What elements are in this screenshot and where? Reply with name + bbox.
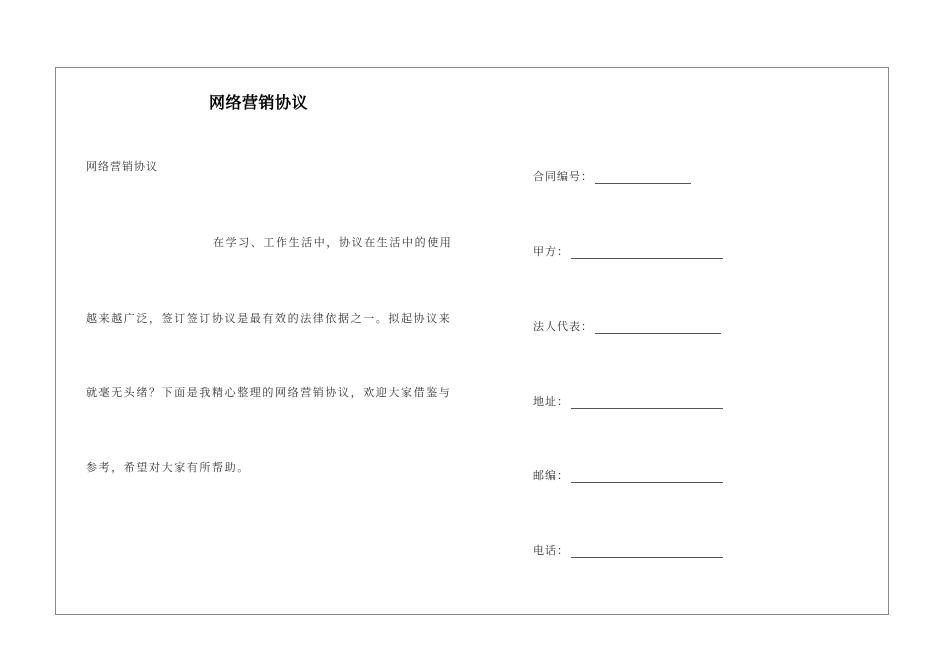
party-a-blank[interactable] [571, 246, 723, 259]
legal-representative-blank[interactable] [595, 321, 721, 334]
address-blank[interactable] [571, 396, 723, 409]
legal-representative-field [533, 318, 721, 334]
page-frame [55, 67, 889, 615]
address-field [533, 393, 723, 409]
contract-number-blank[interactable] [595, 171, 691, 184]
paragraph-line-3: 就毫无头绪？下面是我精心整理的网络营销协议，欢迎大家借鉴与 [86, 386, 452, 399]
contract-number-label: 合同编号： [533, 170, 593, 183]
paragraph-line-1: 在学习、工作生活中，协议在生活中的使用 [213, 236, 453, 249]
phone-field [533, 542, 723, 558]
paragraph-line-4: 参考，希望对大家有所帮助。 [86, 461, 250, 474]
phone-blank[interactable] [571, 545, 723, 558]
postcode-label: 邮编： [533, 469, 569, 482]
phone-label: 电话： [533, 544, 569, 557]
party-a-field [533, 243, 723, 259]
contract-number-field [533, 168, 691, 184]
postcode-blank[interactable] [571, 470, 723, 483]
document-title: 网络营销协议 [209, 93, 309, 112]
document-subtitle: 网络营销协议 [86, 160, 158, 173]
address-label: 地址： [533, 395, 569, 408]
paragraph-line-2: 越来越广泛，签订签订协议是最有效的法律依据之一。拟起协议来 [86, 312, 452, 325]
legal-representative-label: 法人代表： [533, 320, 593, 333]
party-a-label: 甲方： [533, 245, 569, 258]
postcode-field [533, 467, 723, 483]
